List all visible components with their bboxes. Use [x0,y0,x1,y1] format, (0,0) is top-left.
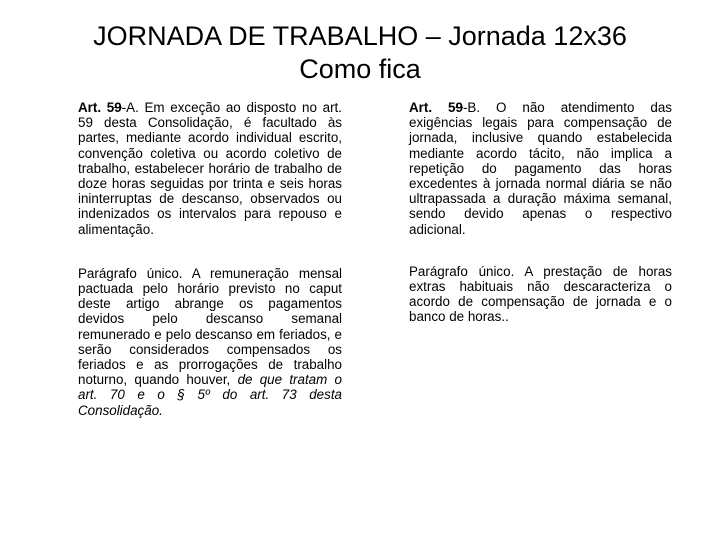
article-59b-paragraph: Parágrafo único. A prestação de horas extras habituais não descaracteriza o acordo de compensação de jornada e o banco de horas.. [409,263,672,325]
article-59a [78,100,342,237]
article-59a-text: -A. Em exceção ao disposto no art. 59 desta Consolidação, é facultado às partes, mediante acordo individual escrito, convenção coletiva ou acordo coletivo de trabalho, estabelecer horário de trabalho de doze horas seguidas por trinta e seis horas ininterruptas de descanso, observados ou indenizados os intervalos para repouso e alimentação. [78,100,342,237]
slide-title [0,20,720,86]
title-line-1: JORNADA DE TRABALHO – Jornada 12x36 [93,21,627,51]
article-59a-paragraph-text: Parágrafo único. A remuneração mensal pactuada pelo horário previsto no caput deste artigo abrange os pagamentos devidos pelo descanso semanal remunerado e pelo descanso em feriados, e serão considerados compensados os feriados e as prorrogações de trabalho noturno, quando houver, [78,265,342,388]
left-column [78,100,342,418]
article-59a-paragraph [78,266,342,418]
title-line-2: Como fica [299,54,421,84]
article-59b-text: -B. O não atendimento das exigências legais para compensação de jornada, inclusive quando estabelecida mediante acordo tácito, não implica a repetição do pagamento das horas excedentes à jornada normal diária se não ultrapassada a duração máxima semanal, sendo devido apenas o respectivo adicional. [409,100,672,237]
article-59a-number: Art. 59 [78,100,122,115]
article-59b-number: Art. 59 [409,100,463,115]
article-59a-paragraph-italic: de que tratam o art. 70 e o § 5º do art. 73 desta Consolidação. [78,372,342,418]
article-59b [409,100,672,237]
right-column [409,100,672,325]
